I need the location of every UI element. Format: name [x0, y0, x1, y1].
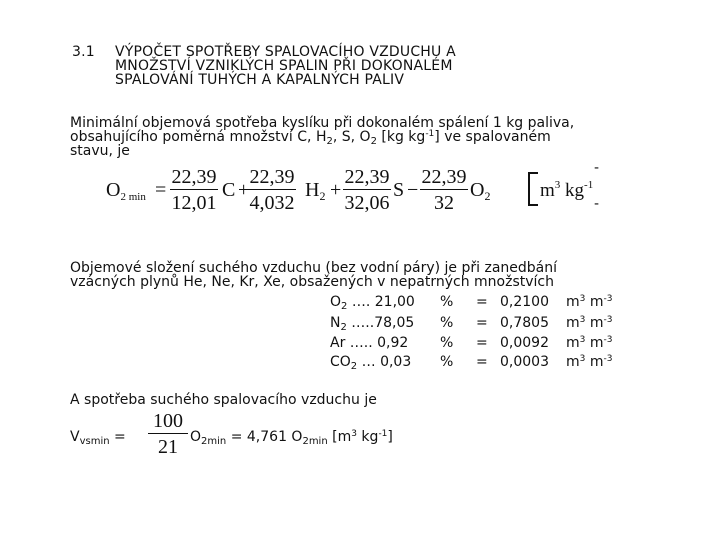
eq1-var-o2: $O_2$ [470, 179, 491, 203]
section-title [115, 45, 456, 87]
eq1-unit-mark-top: - [594, 160, 600, 176]
air-consumption-sentence: A spotřeba suchého spalovacího vzduchu je [70, 392, 377, 408]
composition-paragraph [70, 261, 557, 289]
section-title-line-1: VÝPOČET SPOTŘEBY SPALOVACÍHO VZDUCHU A [115, 44, 456, 60]
air-eq-rhs: $O_{2min} = 4,761$ $O_{2min}$ [$m^3$ $kg^{-1}$] [190, 429, 393, 447]
section-number: 3.1 [72, 44, 95, 60]
eq1-fraction-c: 22,39 12,01 [171, 166, 217, 214]
eq1-var-c: C [222, 179, 236, 201]
air-eq-lhs: $V_{vsmin}$ = [70, 429, 126, 447]
eq1-unit-mark-bottom: - [594, 196, 600, 212]
eq1-fraction-s: 22,39 32,06 [344, 166, 390, 214]
section-title-line-2: MNOŽSTVÍ VZNIKLÝCH SPALIN PŘI DOKONALÉM [115, 58, 453, 74]
eq1-fraction-o2: 22,39 32 [421, 166, 467, 214]
air-eq-fraction: 100 21 [148, 410, 188, 458]
eq1-op-2: + [330, 179, 342, 201]
eq1-var-h2: $H_2$ [305, 179, 326, 203]
eq1-lhs: $O_{2 min}$ [106, 179, 146, 203]
intro-paragraph [70, 116, 574, 158]
eq1-op-1: + [238, 179, 250, 201]
eq1-fraction-h2: 22,39 4,032 [249, 166, 295, 214]
section-title-line-3: SPALOVÁNÍ TUHÝCH A KAPALNÝCH PALIV [115, 72, 405, 88]
intro-line-2: obsahujícího poměrná množství C, $H_2$, S, $O_2$ [kg $kg^{-1}$] ve spalovaném [70, 129, 551, 147]
intro-line-3: stavu, je [70, 143, 130, 159]
eq1-equals: = [155, 179, 167, 201]
composition-line-2: vzácných plynů He, Ne, Kr, Xe, obsažených v nepatrných množstvích [70, 274, 554, 290]
eq1-op-3: − [407, 179, 419, 201]
eq1-unit: $m^3$ $kg^{-1}$ [540, 179, 594, 201]
eq1-var-s: S [393, 179, 405, 201]
composition-line-1: Objemové složení suchého vzduchu (bez vodní páry) je při zanedbání [70, 260, 558, 276]
eq1-unit-bracket [528, 172, 538, 206]
intro-line-1: Minimální objemová spotřeba kyslíku při dokonalém spálení 1 kg paliva, [70, 115, 575, 131]
